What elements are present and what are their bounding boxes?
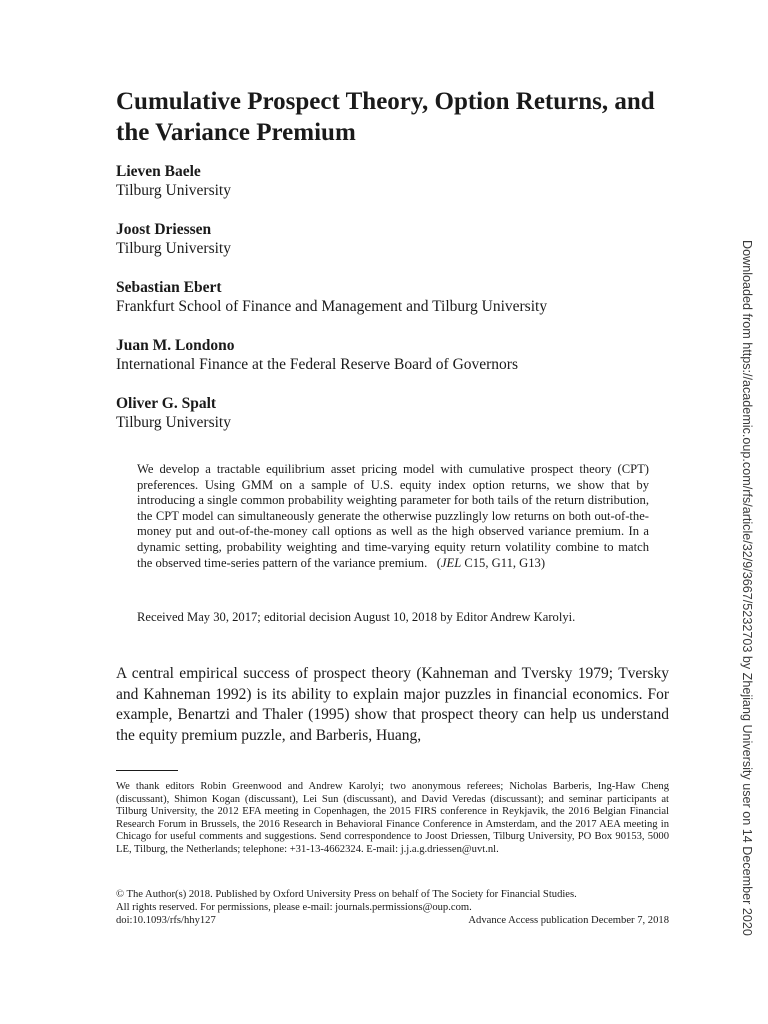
- author-affiliation: Tilburg University: [116, 240, 231, 257]
- author-list: [116, 163, 716, 453]
- intro-paragraph: A central empirical success of prospect theory (Kahneman and Tversky 1979; Tversky and Kahneman 1992) is its ability to explain major puzzles in financial economics. For example, Benartzi and Thaler (1995) show that prospect theory can help us understand the equity premium puzzle, and Barberis, Huang,: [116, 665, 669, 744]
- author-entry: [116, 163, 716, 221]
- author-affiliation: Frankfurt School of Finance and Management and Tilburg University: [116, 298, 548, 315]
- footnote-divider: [116, 770, 178, 771]
- acknowledgment-footnote: We thank editors Robin Greenwood and Andrew Karolyi; two anonymous referees; Nicholas Barberis, Ing-Haw Cheng (discussant), Shimon Kogan (discussant), Lei Sun (discussant), and David Veredas (discussant); and seminar participants at Tilburg University, the 2012 EFA meeting in Copenhagen, the 2015 FIRS conference in Reykjavik, the 2016 Belgian Financial Research Forum in Brussels, the 2016 Research in Behavioral Finance Conference in Amsterdam, and the 2017 AEA meeting in Chicago for useful comments and suggestions. Send correspondence to Joost Driessen, Tilburg University, PO Box 90153, 5000 LE, Tilburg, the Netherlands; telephone: +31-13-4662324. E-mail: j.j.a.g.driessen@uvt.nl.: [116, 781, 669, 855]
- jel-codes: C15, G11, G13): [461, 555, 546, 570]
- jel-open: (: [436, 555, 441, 570]
- copyright-block: [116, 888, 669, 927]
- paper-title: Cumulative Prospect Theory, Option Returns, and the Variance Premium: [116, 88, 655, 146]
- advance-access: Advance Access publication December 7, 2018: [468, 915, 669, 926]
- author-entry: [116, 395, 716, 453]
- doi: doi:10.1093/rfs/hhy127: [116, 915, 216, 926]
- abstract: [137, 462, 649, 571]
- author-name: Lieven Baele: [116, 163, 201, 180]
- download-notice: Downloaded from https://academic.oup.com/rfs/article/32/9/3667/5232703 by Zhejiang University user on 14 December 2020: [740, 240, 754, 936]
- author-entry: [116, 279, 716, 337]
- author-name: Juan M. Londono: [116, 337, 235, 354]
- received-line: Received May 30, 2017; editorial decision August 10, 2018 by Editor Andrew Karolyi.: [137, 610, 576, 624]
- author-name: Sebastian Ebert: [116, 279, 222, 296]
- author-affiliation: International Finance at the Federal Reserve Board of Governors: [116, 356, 518, 373]
- abstract-text: We develop a tractable equilibrium asset pricing model with cumulative prospect theory (CPT) preferences. Using GMM on a sample of U.S. equity index option returns, we show that by introducing a single common probability weighting parameter for both tails of the return distribution, the CPT model can simultaneously generate the otherwise puzzlingly low returns on both out-of-the-money put and out-of-the-money call options as well as the high observed variance premium. In a dynamic setting, probability weighting and time-varying equity return volatility combine to match the observed time-series pattern of the variance premium.: [137, 462, 649, 570]
- author-entry: [116, 221, 716, 279]
- author-affiliation: Tilburg University: [116, 182, 231, 199]
- jel-label: JEL: [440, 555, 462, 570]
- permissions-line: All rights reserved. For permissions, please e-mail: journals.permissions@oup.com.: [116, 902, 472, 913]
- doi-row: [116, 914, 669, 927]
- author-name: Joost Driessen: [116, 221, 212, 238]
- download-watermark: [737, 240, 757, 940]
- author-entry: [116, 337, 716, 395]
- author-name: Oliver G. Spalt: [116, 395, 217, 412]
- copyright-line: © The Author(s) 2018. Published by Oxford University Press on behalf of The Society for Financial Studies.: [116, 889, 577, 900]
- author-affiliation: Tilburg University: [116, 414, 231, 431]
